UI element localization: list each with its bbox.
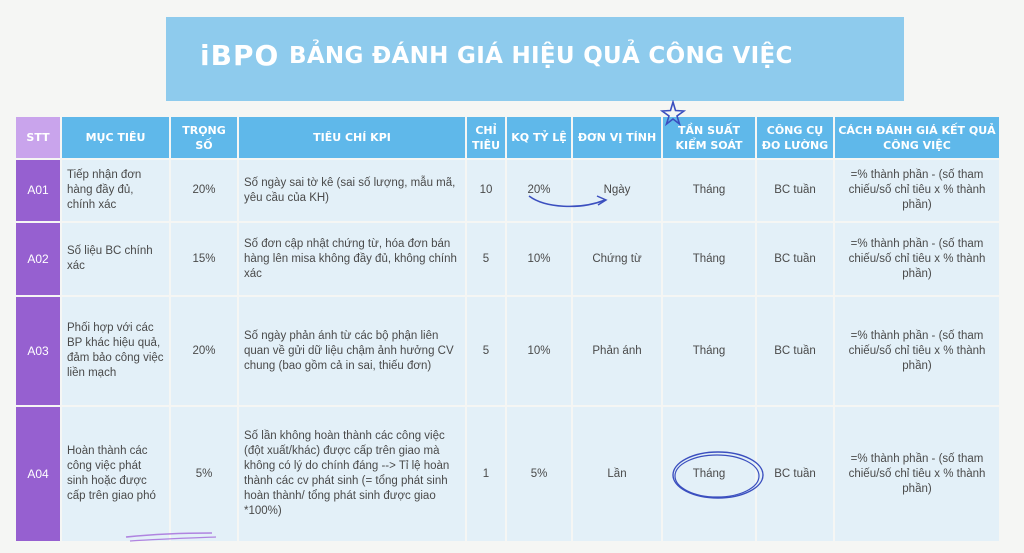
row-don-vi: Ngày — [573, 160, 661, 221]
row-tieu-chi: Số lần không hoàn thành các công việc (đột xuất/khác) được cấp trên giao mà không có lý do chính đáng --> Tỉ lệ hoàn thành các cv phát sinh (= tổng phát sinh hoàn thành/ tổng phát sinh được giao *100%) — [239, 407, 465, 541]
row-tan-suat: Tháng — [663, 223, 755, 295]
header-muc-tieu: MỤC TIÊU — [62, 117, 169, 158]
header-kq-ty-le: KQ TỶ LỆ — [507, 117, 571, 158]
ibpo-logo: iBPO — [200, 39, 280, 72]
row-muc-tieu: Phối hợp với các BP khác hiệu quả, đảm bảo công việc liền mạch — [62, 297, 169, 405]
row-stt: A02 — [16, 223, 60, 295]
page-title: BẢNG ĐÁNH GIÁ HIỆU QUẢ CÔNG VIỆC — [289, 43, 793, 69]
header-chi-tieu: CHỈ TIÊU — [467, 117, 505, 158]
row-trong-so: 5% — [171, 407, 237, 541]
row-cach-danh-gia: =% thành phần - (số tham chiếu/số chỉ tiêu x % thành phần) — [835, 297, 999, 405]
row-muc-tieu: Hoàn thành các công việc phát sinh hoặc được cấp trên giao phó — [62, 407, 169, 541]
row-tieu-chi: Số ngày sai tờ kê (sai số lượng, mẫu mã, yêu cầu của KH) — [239, 160, 465, 221]
kpi-table — [14, 115, 1001, 543]
row-trong-so: 15% — [171, 223, 237, 295]
header-cach-danh-gia: CÁCH ĐÁNH GIÁ KẾT QUẢ CÔNG VIỆC — [835, 117, 999, 158]
row-cach-danh-gia: =% thành phần - (số tham chiếu/số chỉ tiêu x % thành phần) — [835, 160, 999, 221]
table-row — [16, 223, 999, 295]
header-don-vi-tinh: ĐƠN VỊ TÍNH — [573, 117, 661, 158]
row-don-vi: Lần — [573, 407, 661, 541]
row-stt: A01 — [16, 160, 60, 221]
row-chi-tieu: 10 — [467, 160, 505, 221]
header-tan-suat: TẦN SUẤT KIỂM SOÁT — [663, 117, 755, 158]
row-stt: A04 — [16, 407, 60, 541]
row-cach-danh-gia: =% thành phần - (số tham chiếu/số chỉ tiêu x % thành phần) — [835, 223, 999, 295]
row-kq-ty-le: 5% — [507, 407, 571, 541]
row-kq-ty-le: 10% — [507, 297, 571, 405]
row-cong-cu: BC tuần — [757, 223, 833, 295]
header-cong-cu: CÔNG CỤ ĐO LƯỜNG — [757, 117, 833, 158]
table-row — [16, 297, 999, 405]
row-cong-cu: BC tuần — [757, 297, 833, 405]
row-muc-tieu: Số liệu BC chính xác — [62, 223, 169, 295]
row-chi-tieu: 1 — [467, 407, 505, 541]
row-kq-ty-le: 20% — [507, 160, 571, 221]
row-muc-tieu: Tiếp nhận đơn hàng đầy đủ, chính xác — [62, 160, 169, 221]
table-row — [16, 407, 999, 541]
row-stt: A03 — [16, 297, 60, 405]
header-trong-so: TRỌNG SỐ — [171, 117, 237, 158]
row-don-vi: Chứng từ — [573, 223, 661, 295]
row-tieu-chi: Số ngày phản ánh từ các bộ phận liên quan về gửi dữ liệu chậm ảnh hưởng CV chung (bao gồm cả in sai, thiếu đơn) — [239, 297, 465, 405]
table-row — [16, 160, 999, 221]
title-banner — [166, 17, 904, 101]
row-trong-so: 20% — [171, 297, 237, 405]
row-tieu-chi: Số đơn cập nhật chứng từ, hóa đơn bán hàng lên misa không đầy đủ, không chính xác — [239, 223, 465, 295]
row-cong-cu: BC tuần — [757, 407, 833, 541]
header-stt: STT — [16, 117, 60, 158]
row-chi-tieu: 5 — [467, 223, 505, 295]
row-tan-suat: Tháng — [663, 297, 755, 405]
row-tan-suat: Tháng — [663, 160, 755, 221]
row-don-vi: Phản ánh — [573, 297, 661, 405]
header-tieu-chi-kpi: TIÊU CHÍ KPI — [239, 117, 465, 158]
row-kq-ty-le: 10% — [507, 223, 571, 295]
row-cong-cu: BC tuần — [757, 160, 833, 221]
row-trong-so: 20% — [171, 160, 237, 221]
row-tan-suat: Tháng — [663, 407, 755, 541]
row-cach-danh-gia: =% thành phần - (số tham chiếu/số chỉ tiêu x % thành phần) — [835, 407, 999, 541]
row-chi-tieu: 5 — [467, 297, 505, 405]
table-header-row — [16, 117, 999, 158]
